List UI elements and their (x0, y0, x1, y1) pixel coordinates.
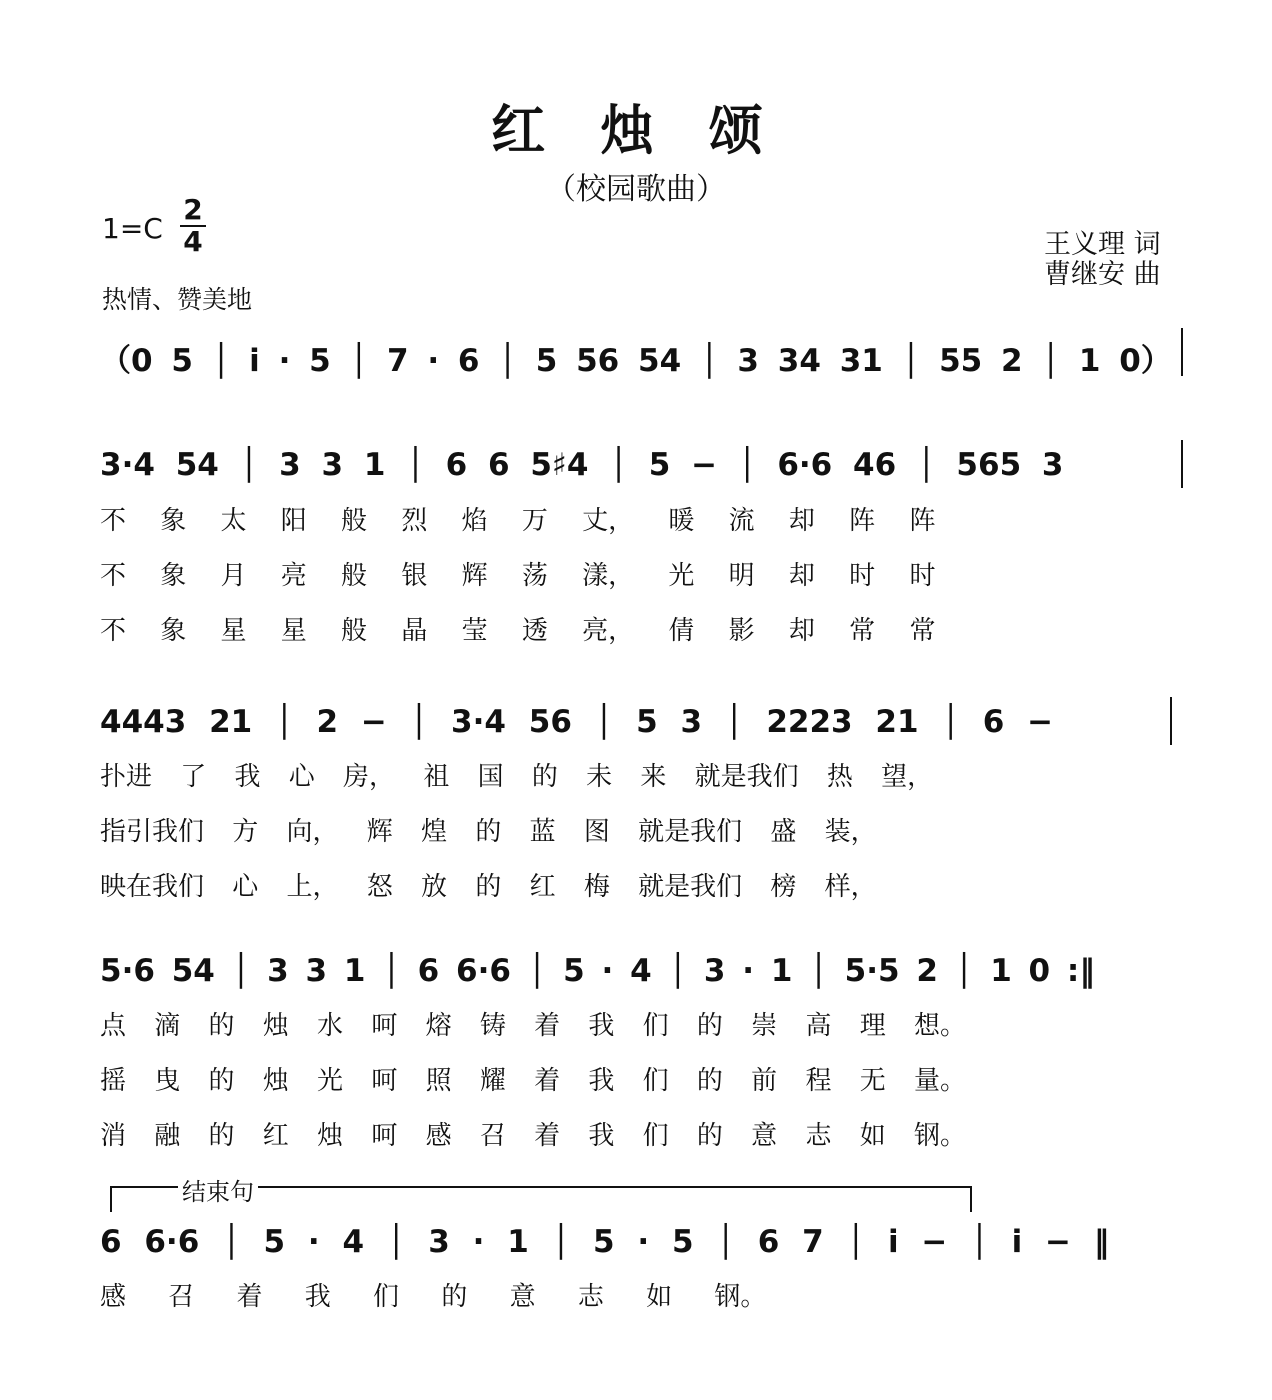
system-4-lyrics-verse-1: 点 滴 的 烛 水 呵 熔 铸 着 我 们 的 崇 高 理 想。 (100, 1011, 966, 1041)
system-1-notes: （0 5 │ i · 5 │ 7 · 6 │ 5 56 54 │ 3 34 31 │ 55 2 │ 1 0） (100, 343, 1172, 379)
system-2-lyrics-verse-1: 不 象 太 阳 般 烈 焰 万 丈， 暖 流 却 阵 阵 (100, 506, 936, 536)
time-signature-bottom: 4 (183, 225, 203, 258)
system-3-notes: 4443 21 │ 2 − │ 3·4 56 │ 5 3 │ 2223 21 │ 6 − (100, 704, 1054, 740)
system-3-lyrics-verse-3: 映在我们 心 上， 怒 放 的 红 梅 就是我们 榜 样， (100, 872, 877, 902)
time-signature (178, 193, 208, 258)
lyricist-credit: 王义理 词 (1044, 229, 1161, 260)
system-4-lyrics-verse-2: 摇 曳 的 烛 光 呵 照 耀 着 我 们 的 前 程 无 量。 (100, 1066, 966, 1096)
system-2-lyrics-verse-2: 不 象 月 亮 般 银 辉 荡 漾， 光 明 却 时 时 (100, 561, 936, 591)
song-subtitle: （校园歌曲） (546, 172, 726, 207)
composer-credit: 曹继安 曲 (1044, 259, 1161, 290)
song-title: 红 烛 颂 (491, 99, 781, 162)
system-5-notes: 6 6·6 │ 5 · 4 │ 3 · 1 │ 5 · 5 │ 6 7 │ i − │ i − ‖ (100, 1224, 1110, 1260)
ending-label: 结束句 (178, 1172, 258, 1207)
system-3-lyrics-verse-1: 扑进 了 我 心 房， 祖 国 的 未 来 就是我们 热 望， (100, 762, 934, 792)
system-5-lyrics: 感 召 着 我 们 的 意 志 如 钢。 (100, 1282, 767, 1312)
time-signature-top: 2 (183, 193, 203, 226)
system-4-lyrics-verse-3: 消 融 的 红 烛 呵 感 召 着 我 们 的 意 志 如 钢。 (100, 1121, 966, 1151)
system-2-lyrics-verse-3: 不 象 星 星 般 晶 莹 透 亮， 倩 影 却 常 常 (100, 616, 936, 646)
key-signature: 1=C (102, 212, 163, 245)
system-3-lyrics-verse-2: 指引我们 方 向， 辉 煌 的 蓝 图 就是我们 盛 装， (100, 817, 877, 847)
system-2-notes: 3·4 54 │ 3 3 1 │ 6 6 5♯4 │ 5 − │ 6·6 46 │ 565 3 (100, 447, 1064, 483)
system-4-notes: 5·6 54 │ 3 3 1 │ 6 6·6 │ 5 · 4 │ 3 · 1 │ 5·5 2 │ 1 0 :‖ (100, 953, 1095, 989)
tempo-marking: 热情、赞美地 (102, 285, 253, 314)
